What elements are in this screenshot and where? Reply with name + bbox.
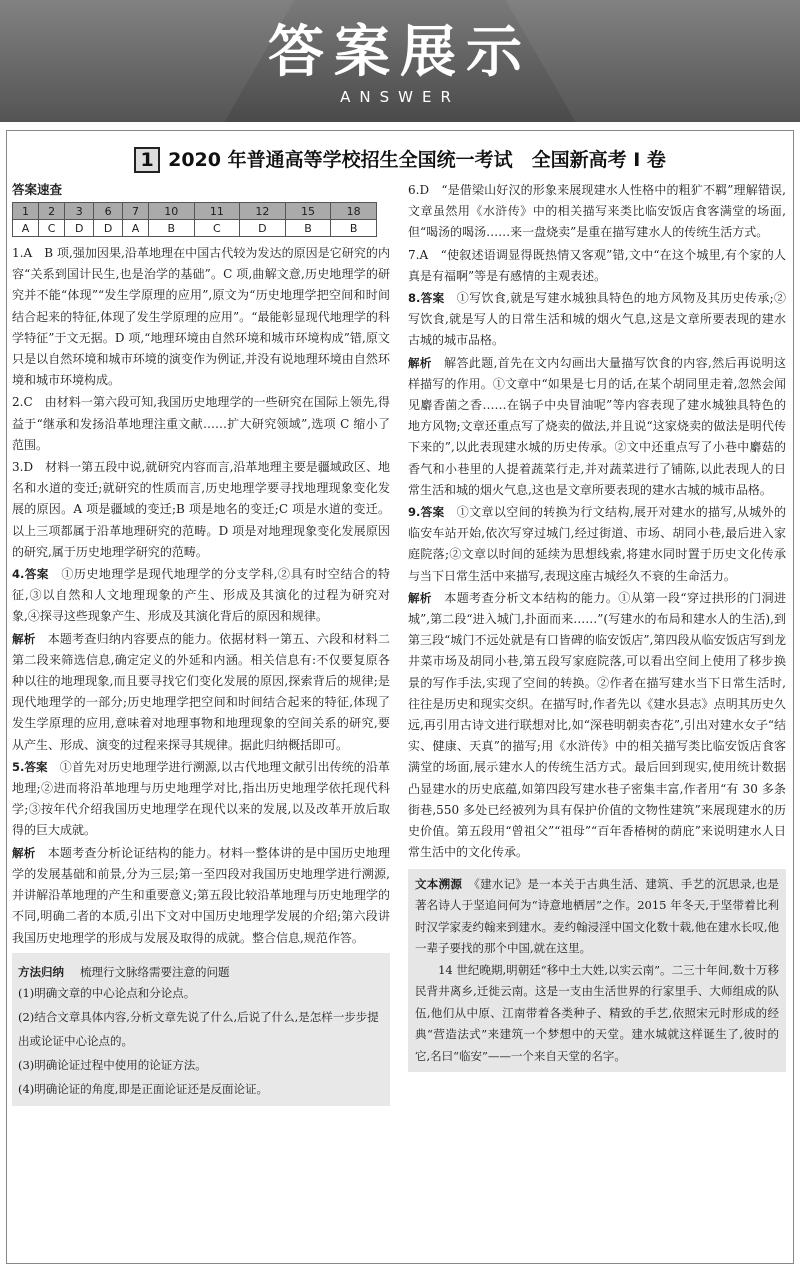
analysis-q5 bbox=[12, 843, 390, 949]
analysis-text: 解答此题,首先在文内勾画出大量描写饮食的内容,然后再说明这样描写的作用。①文章中“如果是七月的话,在某个胡同里走着,忽然会闻见麝香菌之香……在锅子中央冒油呢”等内容表现了建水城独具特色的地方风物;文章还重点写了烧卖的做法,并且说“这家烧卖的做法是明代传下来的”,以此表现建水城的历史传承。②文中还重点写了小巷中麝菇的香气和小巷里的人提着蔬菜行走,并对蔬菜进行了铺陈,以此表现人的日常生活和城的烟火气息,这也是文章所要表现的建水古城的城市品格。 bbox=[408, 355, 786, 497]
analysis-q8 bbox=[408, 353, 786, 501]
answer-text: ①历史地理学是现代地理学的分支学科,②具有时空结合的特征,③以自然和人文地理现象的产生、形成及其演化的过程为研究对象,④探寻这些现象产生、形成及其演化背后的原因和规律。 bbox=[12, 567, 390, 624]
answer-text: ①首先对历史地理学进行溯源,以古代地理文献引出传统的沿革地理;②进而将沿革地理与历史地理学对比,指出历史地理学依托现代科学;③按年代介绍我国历史地理学在现代以来的发展,以及改革开放后取得的巨大成就。 bbox=[12, 759, 390, 838]
method-item: (3)明确论证过程中使用的论证方法。 bbox=[18, 1057, 207, 1072]
answer-key-answer: C bbox=[194, 220, 240, 237]
analysis-text: 本题考查分析论证结构的能力。材料一整体讲的是中国历史地理学的发展基础和前景,分为三层;第一至四段对我国历史地理学进行溯源,并讲解沿革地理的产生和重要意义;第五段比较沿革地理与历史地理学的不同,明确二者的本质,引出下文对中国历史地理学发展的介绍;第六段讲我国历史地理学的形成与发展及取得的成就。整合信息,规范作答。 bbox=[12, 845, 390, 945]
answer-key-answer-row bbox=[13, 220, 377, 237]
source-paragraph bbox=[415, 874, 779, 960]
answer-key-answer: B bbox=[285, 220, 331, 237]
analysis-tag: 解析 bbox=[12, 845, 36, 860]
answer-key-title: 答案速查 bbox=[12, 182, 63, 197]
answer-key-question: 7 bbox=[123, 203, 149, 220]
answer-key-question-row bbox=[13, 203, 377, 220]
method-item: (2)结合文章具体内容,分析文章先说了什么,后说了什么,是怎样一步步提出或论证中心论点的。 bbox=[18, 1009, 379, 1048]
answer-q1: 1.A B 项,强加因果,沿革地理在中国古代较为发达的原因是它研究的内容“关系到国计民生,也是治学的基础”。C 项,曲解文意,历史地理学的研究并不能“体现”“发生学原理的应用”,原文为“历史地理学把空间和时间结合起来的特征,体现了发生学原理的应用”。“最能彰显现代地理学的科学特征”于文无据。D 项,“地理环境由自然环境和城市环境构成”错,原文只是以自然环境和城市环境的演变作为例证,并没有说地理环境由自然环境和城市环境构成。 bbox=[12, 246, 390, 388]
page-title: 答案展示 bbox=[268, 20, 532, 85]
left-column bbox=[12, 180, 390, 1106]
answer-q3: 3.D 材料一第五段中说,就研究内容而言,沿革地理主要是疆域政区、地名和水道的变迁;就研究的性质而言,历史地理学要寻找地理现象变化发展的原因。A 项是疆域的变迁;B 项是地名的变迁;C 项是水道的变迁。以上三项都属于沿革地理研究的范畴。D 项是对地理现象变化发展原因的研究,属于历史地理学研究的范畴。 bbox=[12, 460, 390, 559]
analysis-text: 本题考查分析文本结构的能力。①从第一段“穿过拱形的门洞进城”,第二段“进入城门,扑面而来……”(写建水的布局和建水人的生活),到第三段“城门不远处就是有口皆碑的临安饭店”,第四段从临安饭店写到龙井菜市场及胡同小巷,第五段写家庭院落,可以看出空间上使用了移步换景的写作手法,实现了空间的转换。②作者在描写建水当下日常生活时,往往是历史和现实交织。在描写时,作者先以《建水县志》点明其历史久远,再引用古诗文进行联想对比,如“深巷明朝卖杏花”,引出对建水女子“结实、健康、天真”的描写;用《水浒传》中的相关描写类比临安饭店食客满堂的场面,展示建水人的传统生活方式。最后回到现实,使用统计数据凸显建水的历史底蕴,如第四段写建水巷子密集丰富,作者用“有 30 多条街巷,550 多处已经被列为具有保护价值的文物性建筑”来展现建水的历史价值。第五段用“曾祖父”“祖母”“百年香椿树的荫庇”来说明建水人日常生活中的文化传承。 bbox=[408, 590, 786, 860]
answer-key-answer: B bbox=[331, 220, 377, 237]
header-banner bbox=[0, 0, 800, 122]
source-text: 《建水记》是一本关于古典生活、建筑、手艺的沉思录,也是著名诗人于坚追问何为“诗意地栖居”之作。2015 年冬天,于坚带着比利时汉学家麦约翰来到建水。麦约翰浸淫中国文化数十载,他在建水长叹,他一辈子要找的那个中国,就在这里。 bbox=[415, 876, 780, 955]
method-summary-box bbox=[12, 953, 390, 1106]
exam-title-text: 2020 年普通高等学校招生全国统一考试 全国新高考 Ⅰ 卷 bbox=[168, 149, 666, 171]
method-item: (1)明确文章的中心论点和分论点。 bbox=[18, 985, 196, 1000]
answer-key-question: 3 bbox=[65, 203, 94, 220]
answer-key-answer: B bbox=[148, 220, 194, 237]
answer-tag: 4.答案 bbox=[12, 567, 49, 582]
answer-text: ①写饮食,就是写建水城独具特色的地方风物及其历史传承;②写饮食,就是写人的日常生活和城的烟火气息,这是文章所要表现的建水古城的城市品格。 bbox=[408, 291, 786, 348]
answer-key-question: 10 bbox=[148, 203, 194, 220]
answer-key-question: 18 bbox=[331, 203, 377, 220]
analysis-q9 bbox=[408, 588, 786, 864]
analysis-tag: 解析 bbox=[408, 355, 432, 370]
source-title: 文本溯源 bbox=[415, 876, 463, 891]
answer-key-question: 6 bbox=[94, 203, 123, 220]
right-column bbox=[408, 180, 786, 1072]
answer-key-question: 1 bbox=[13, 203, 39, 220]
answer-key-answer: D bbox=[240, 220, 286, 237]
answer-tag: 9.答案 bbox=[408, 505, 445, 520]
method-subtitle: 梳理行文脉络需要注意的问题 bbox=[80, 964, 230, 979]
method-item: (4)明确论证的角度,即是正面论证还是反面论证。 bbox=[18, 1081, 268, 1096]
source-text: 14 世纪晚期,明朝廷“移中土大姓,以实云南”。二三十年间,数十万移民背井离乡,迁徙云南。这是一支由生活世界的行家里手、大师组成的队伍,他们从中原、江南带着各类种子、精致的手艺,依照宋元时形成的经典“营造法式”来建筑一个梦想中的天堂。建水城就这样诞生了,彼时的它,名曰“临安”——一个来自天堂的名字。 bbox=[415, 962, 779, 1063]
analysis-q4 bbox=[12, 629, 390, 756]
page-subtitle: ANSWER bbox=[340, 88, 460, 106]
analysis-text: 本题考查归纳内容要点的能力。依据材料一第五、六段和材料二第二段来筛选信息,确定定义的外延和内涵。相关信息有:不仅要复原各种以往的地理现象,而且要寻找它们变化发展的原因,探索背后的规律;是现代地理学的一部分;历史地理学把空间和时间结合起来的特征,体现了发生学原理的应用,意味着对地理事物和地理现象的空间关系的研究,要从产生、形成、演变的过程来探寻其规律。据此归纳概括即可。 bbox=[12, 631, 390, 752]
exam-number-badge: 1 bbox=[134, 147, 160, 173]
answer-text: ①文章以空间的转换为行文结构,展开对建水的描写,从城外的临安车站开始,依次写穿过城门,经过街道、市场、胡同小巷,最后进入家庭院落;②文章以时间的延续为思想线索,将建水同时置于历史文化传承与当下日常生活中来描写,表现这座古城经久不衰的生命活力。 bbox=[408, 505, 786, 583]
answer-q7: 7.A “使叙述语调显得既热情又客观”错,文中“在这个城里,有个家的人真是有福啊”等是有感情的主观表述。 bbox=[408, 247, 786, 283]
analysis-tag: 解析 bbox=[12, 631, 36, 646]
answer-key-table bbox=[12, 202, 377, 237]
exam-title bbox=[0, 145, 800, 173]
answer-q9 bbox=[408, 502, 786, 587]
answer-key-answer: C bbox=[38, 220, 64, 237]
answer-key-question: 11 bbox=[194, 203, 240, 220]
answer-q2: 2.C 由材料一第六段可知,我国历史地理学的一些研究在国际上领先,得益于“继承和发扬沿革地理注重文献……扩大研究领域”,选项 C 缩小了范围。 bbox=[12, 395, 390, 452]
answer-key-question: 2 bbox=[38, 203, 64, 220]
answer-key-question: 12 bbox=[240, 203, 286, 220]
text-source-box bbox=[408, 869, 786, 1073]
answer-q6: 6.D “是借梁山好汉的形象来展现建水人性格中的粗犷不羁”理解错误,文章虽然用《水浒传》中的相关描写来类比临安饭店食客满堂的场面,但“喝汤的喝汤……来一盘烧卖”是重在描写建水人的传统生活方式。 bbox=[408, 183, 786, 240]
answer-q8 bbox=[408, 288, 786, 352]
answer-tag: 5.答案 bbox=[12, 759, 48, 774]
answer-q4 bbox=[12, 564, 390, 628]
answer-key-answer: A bbox=[123, 220, 149, 237]
answer-tag: 8.答案 bbox=[408, 291, 445, 306]
answer-key-question: 15 bbox=[285, 203, 331, 220]
source-paragraph bbox=[415, 960, 779, 1068]
method-title: 方法归纳 bbox=[18, 964, 64, 979]
answer-key-answer: A bbox=[13, 220, 39, 237]
answer-key-answer: D bbox=[94, 220, 123, 237]
answer-key-answer: D bbox=[65, 220, 94, 237]
analysis-tag: 解析 bbox=[408, 590, 432, 605]
answer-q5 bbox=[12, 757, 390, 842]
